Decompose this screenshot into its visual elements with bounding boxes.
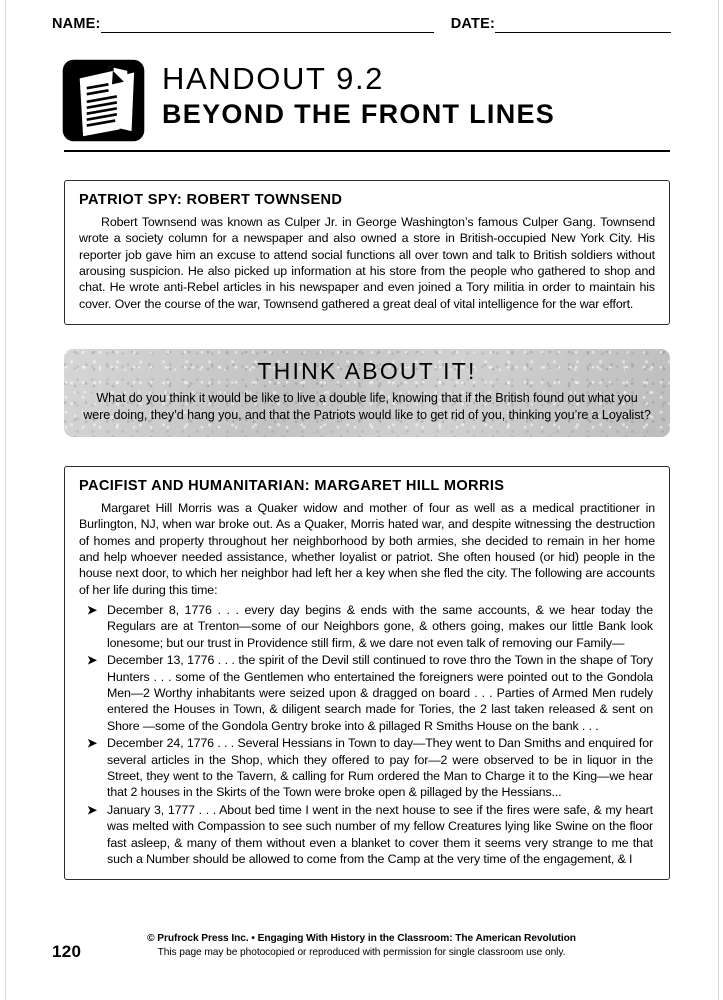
name-date-row	[52, 0, 671, 33]
diary-entry-text: December 8, 1776 . . . every day begins & ends with the same accounts, & we hear today the Regulars are at Trenton—some of our Neighbors gone, & others going, makes our little Bank look lonesome; but our trust in Providence still firm, & we dare not even talk of removing our Family—	[107, 602, 653, 650]
title-block	[52, 58, 671, 143]
handout-title: HANDOUT 9.2	[162, 61, 385, 96]
page-number: 120	[52, 942, 82, 961]
list-item	[79, 602, 655, 651]
think-about-it-question: What do you think it would be like to live a double life, knowing that if the British found out what you were doing, they’d hang you, and that the Patriots would like to get rid of you, thinking you’re a Loyalist?	[83, 390, 651, 423]
handout-subtitle: BEYOND THE FRONT LINES	[162, 98, 556, 129]
list-item	[79, 802, 655, 868]
diary-entry-text: January 3, 1777 . . . About bed time I went in the next house to see if the fires were safe, & my heart was melted with Compassion to see such number of my fellow Creatures lying like Swine on the floor fast asleep, & many of them without even a blanket to cover them it seems very strange to me that such a Number should be allowed to come from the Camp at the very time of the engagement, & I	[107, 802, 653, 867]
think-about-it-title: THINK ABOUT IT!	[257, 358, 477, 385]
name-label: NAME:	[52, 15, 101, 32]
think-about-it-panel	[64, 349, 670, 437]
name-input-line[interactable]	[101, 32, 434, 33]
list-item	[79, 735, 655, 801]
arrow-bullet-icon: ➤	[87, 653, 98, 668]
patriot-spy-heading: PATRIOT SPY: ROBERT TOWNSEND	[79, 192, 343, 208]
diary-entry-list	[79, 602, 655, 868]
title-divider	[64, 150, 670, 152]
arrow-bullet-icon: ➤	[87, 602, 98, 617]
footer-text-group	[122, 932, 671, 960]
arrow-bullet-icon: ➤	[87, 736, 98, 751]
title-text-group	[162, 58, 555, 129]
morris-box	[64, 466, 670, 881]
patriot-spy-paragraph: Robert Townsend was known as Culper Jr. in George Washington’s famous Culper Gang. Townsend wrote a society column for a newspaper and also owned a store in British-occupied New York City. His reporter job gave him an excuse to attend social functions all over town and talk to British soldiers without arousing suspicion. He also picked up information at his store from the people who gathered to shop and chat. He wrote anti-Rebel articles in his newspaper and even joined a Tory militia in order to maintain his cover. Over the course of the war, Townsend gathered a great deal of vital intelligence for the war effort.	[79, 215, 655, 311]
arrow-bullet-icon: ➤	[87, 802, 98, 817]
diary-entry-text: December 13, 1776 . . . the spirit of the Devil still continued to rove thro the Town in the shape of Tory Hunters . . . some of the Gentlemen who entertained the foreigners were pointed out to the Gondola Men—2 Worthy inhabitants were seized upon & dragged on board . . . Parties of Armed Men rudely entered the Houses in Town, & diligent search made for Tories, the 2 last taken released & sent on Shore —some of the Gondola Gentry broke into & pillaged R Smiths House on the bank . . .	[107, 653, 653, 733]
patriot-spy-box	[64, 180, 670, 325]
page-footer	[52, 932, 671, 962]
permission-line: This page may be photocopied or reproduced with permission for single classroom use only.	[157, 947, 566, 958]
date-label: DATE:	[450, 15, 495, 32]
copyright-line: © Prufrock Press Inc. • Engaging With History in the Classroom: The American Revolution	[147, 933, 576, 944]
documents-icon	[61, 58, 146, 143]
morris-paragraph: Margaret Hill Morris was a Quaker widow and mother of four as well as a medical practitioner in Burlington, NJ, when war broke out. As a Quaker, Morris hated war, and despite witnessing the destruction of homes and property throughout her neighborhood by both armies, she decided to remain in her home and help whoever needed assistance, whether loyalist or patriot. She often housed (or hid) people in the house next door, to which her neighbor had left her a key when she fled the city. The following are accounts of her life during this time:	[79, 500, 655, 597]
diary-entry-text: December 24, 1776 . . . Several Hessians in Town to day—They went to Dan Smiths and enquired for several articles in the Shop, which they offered to pay for—2 were observed to be in liquor in the Street, they went to the Tavern, & calling for Rum ordered the Man to Charge it to the King—we hear that 2 houses in the Skirts of the Town were broke open & pillaged by the Hessians...	[107, 736, 653, 800]
list-item	[79, 652, 655, 734]
morris-heading: PACIFIST AND HUMANITARIAN: MARGARET HILL MORRIS	[79, 477, 505, 494]
date-input-line[interactable]	[495, 32, 671, 33]
